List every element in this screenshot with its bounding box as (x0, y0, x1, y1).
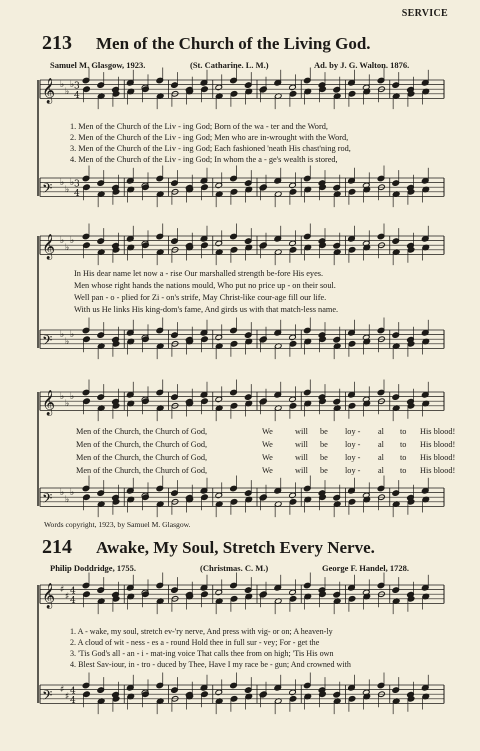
note-head (230, 189, 238, 196)
lyric-line: 2. A cloud of wit - ness - es a - round Hold thee in full sur - vey; For - get the (70, 638, 320, 647)
time-signature: 4 (74, 188, 80, 199)
bass-clef-icon: 𝄢 (42, 687, 53, 707)
hymn-author: Philip Doddridge, 1755. (50, 563, 136, 573)
lyric-line: 2. Men of the Church of the Liv - ing God; Men who are in-wrought with the Word, (70, 133, 349, 142)
lyric-line: 4. Men of the Church of the Liv - ing God; In whom the a - ge's wealth is stored, (70, 155, 338, 164)
refrain-word: be (320, 427, 328, 436)
note-head (83, 86, 91, 93)
refrain-word: His blood! (420, 440, 456, 449)
key-signature-icon: ♭ (60, 235, 65, 246)
key-signature-icon: ♭ (60, 329, 65, 340)
treble-clef-icon: 𝄞 (42, 583, 56, 609)
refrain-word: al (378, 466, 384, 475)
lyric-line: 3. 'Tis God's all - an - i - mat-ing voice That calls thee from on high; 'Tis His own (70, 649, 334, 658)
note-head (289, 596, 297, 603)
note-head (201, 591, 209, 598)
note-head (83, 591, 91, 598)
note-head (230, 247, 238, 254)
refrain-word: to (400, 440, 407, 449)
refrain-phrase: Men of the Church, the Church of God, (76, 466, 208, 475)
refrain-word: al (378, 440, 384, 449)
section-label: SERVICE (401, 8, 448, 19)
key-signature-icon: ♯ (65, 591, 70, 602)
refrain-word: to (400, 453, 407, 462)
refrain-word: His blood! (420, 427, 456, 436)
note-head (83, 336, 91, 343)
hymn-title: Men of the Church of the Living God. (96, 34, 371, 53)
lyric-line: Well pan - o - plied for Zi - on's strife, May Christ-like cour-age fill our life. (74, 293, 327, 302)
refrain-phrase: Men of the Church, the Church of God, (76, 453, 208, 462)
key-signature-icon: ♭ (60, 391, 65, 402)
time-signature: 4 (74, 90, 80, 101)
time-signature: 4 (70, 695, 76, 706)
note-head (348, 696, 356, 703)
key-signature-icon: ♭ (65, 86, 70, 97)
key-signature-icon: ♭ (70, 329, 75, 340)
note-head (230, 596, 238, 603)
note-head (289, 189, 297, 196)
hymn-tune: (St. Catharine. L. M.) (190, 60, 269, 70)
note-head (348, 341, 356, 348)
bass-clef-icon: 𝄢 (42, 332, 53, 352)
refrain-word: be (320, 440, 328, 449)
refrain-word: loy - (345, 453, 361, 462)
refrain-word: will (295, 440, 308, 449)
refrain-word: We (262, 466, 273, 475)
note-head (289, 696, 297, 703)
bass-clef-icon: 𝄢 (42, 490, 53, 510)
note-head (230, 499, 238, 506)
hymn-composer: Ad. by J. G. Walton. 1876. (314, 60, 410, 70)
key-signature-icon: ♭ (70, 177, 75, 188)
note-head (348, 596, 356, 603)
note-head (289, 247, 297, 254)
refrain-word: We (262, 440, 273, 449)
refrain-word: will (295, 427, 308, 436)
treble-clef-icon: 𝄞 (42, 78, 56, 104)
time-signature: 4 (70, 595, 76, 606)
hymn-composer: George F. Handel, 1728. (322, 563, 410, 573)
note-head (348, 247, 356, 254)
treble-clef-icon: 𝄞 (42, 390, 56, 416)
key-signature-icon: ♭ (70, 487, 75, 498)
refrain-word: We (262, 453, 273, 462)
refrain-word: His blood! (420, 466, 456, 475)
note-head (348, 403, 356, 410)
key-signature-icon: ♭ (70, 79, 75, 90)
note-head (201, 691, 209, 698)
key-signature-icon: ♭ (65, 242, 70, 253)
refrain-word: loy - (345, 440, 361, 449)
bass-clef-icon: 𝄢 (42, 180, 53, 200)
refrain-word: be (320, 453, 328, 462)
refrain-word: to (400, 427, 407, 436)
time-signature: 3 (74, 81, 80, 92)
refrain-word: will (295, 453, 308, 462)
note-head (289, 91, 297, 98)
note-head (201, 184, 209, 191)
refrain-word: al (378, 453, 384, 462)
lyric-line: In His dear name let now a - rise Our marshalled strength be-fore His eyes. (74, 269, 324, 278)
note-head (83, 184, 91, 191)
note-head (201, 398, 209, 405)
note-head (201, 86, 209, 93)
key-signature-icon: ♭ (60, 487, 65, 498)
hymn-title: Awake, My Soul, Stretch Every Nerve. (96, 538, 375, 557)
hymn-tune: (Christmas. C. M.) (200, 563, 269, 573)
refrain-word: be (320, 466, 328, 475)
key-signature-icon: ♯ (60, 684, 65, 695)
note-head (83, 242, 91, 249)
note-head (348, 91, 356, 98)
lyric-line: 1. A - wake, my soul, stretch ev-'ry nerve, And press with vig- or on; A heaven-ly (70, 627, 333, 636)
key-signature-icon: ♭ (65, 336, 70, 347)
note-head (289, 403, 297, 410)
lyric-line: 1. Men of the Church of the Liv - ing God; Born of the wa - ter and the Word, (70, 122, 328, 131)
hymn-number: 214 (42, 536, 72, 558)
key-signature-icon: ♯ (65, 691, 70, 702)
refrain-word: will (295, 466, 308, 475)
note-head (83, 494, 91, 501)
note-head (83, 398, 91, 405)
time-signature: 3 (74, 179, 80, 190)
refrain-phrase: Men of the Church, the Church of God, (76, 427, 208, 436)
refrain-phrase: Men of the Church, the Church of God, (76, 440, 208, 449)
key-signature-icon: ♭ (70, 235, 75, 246)
refrain-word: al (378, 427, 384, 436)
lyric-line: With us He links His king-dom's fame, And girds us with that match-less name. (74, 305, 339, 314)
copyright-note: Words copyright, 1923, by Samuel M. Glasgow. (44, 520, 191, 529)
note-head (289, 341, 297, 348)
hymn-author: Samuel M. Glasgow, 1923. (50, 60, 146, 70)
note-head (201, 336, 209, 343)
refrain-word: loy - (345, 427, 361, 436)
refrain-word: to (400, 466, 407, 475)
note-head (230, 91, 238, 98)
key-signature-icon: ♭ (70, 391, 75, 402)
note-head (289, 499, 297, 506)
treble-clef-icon: 𝄞 (42, 234, 56, 260)
time-signature: 4 (70, 686, 76, 697)
refrain-word: loy - (345, 466, 361, 475)
refrain-word: His blood! (420, 453, 456, 462)
note-head (201, 242, 209, 249)
note-head (83, 691, 91, 698)
key-signature-icon: ♯ (60, 584, 65, 595)
key-signature-icon: ♭ (60, 177, 65, 188)
note-head (348, 189, 356, 196)
hymn-number: 213 (42, 32, 72, 54)
key-signature-icon: ♭ (65, 494, 70, 505)
time-signature: 4 (70, 586, 76, 597)
note-head (230, 403, 238, 410)
lyric-line: Men whose right hands the nations mould, Who put no price up - on their soul. (74, 281, 336, 290)
refrain-word: We (262, 427, 273, 436)
note-head (230, 696, 238, 703)
key-signature-icon: ♭ (60, 79, 65, 90)
note-head (201, 494, 209, 501)
lyric-line: 3. Men of the Church of the Liv - ing God; Each fashioned 'neath His chast'ning rod, (70, 144, 351, 153)
lyric-line: 4. Blest Sav-iour, in - tro - duced by Thee, Have I my race be - gun; And crowned with (70, 660, 351, 669)
key-signature-icon: ♭ (65, 398, 70, 409)
key-signature-icon: ♭ (65, 184, 70, 195)
note-head (230, 341, 238, 348)
note-head (348, 499, 356, 506)
